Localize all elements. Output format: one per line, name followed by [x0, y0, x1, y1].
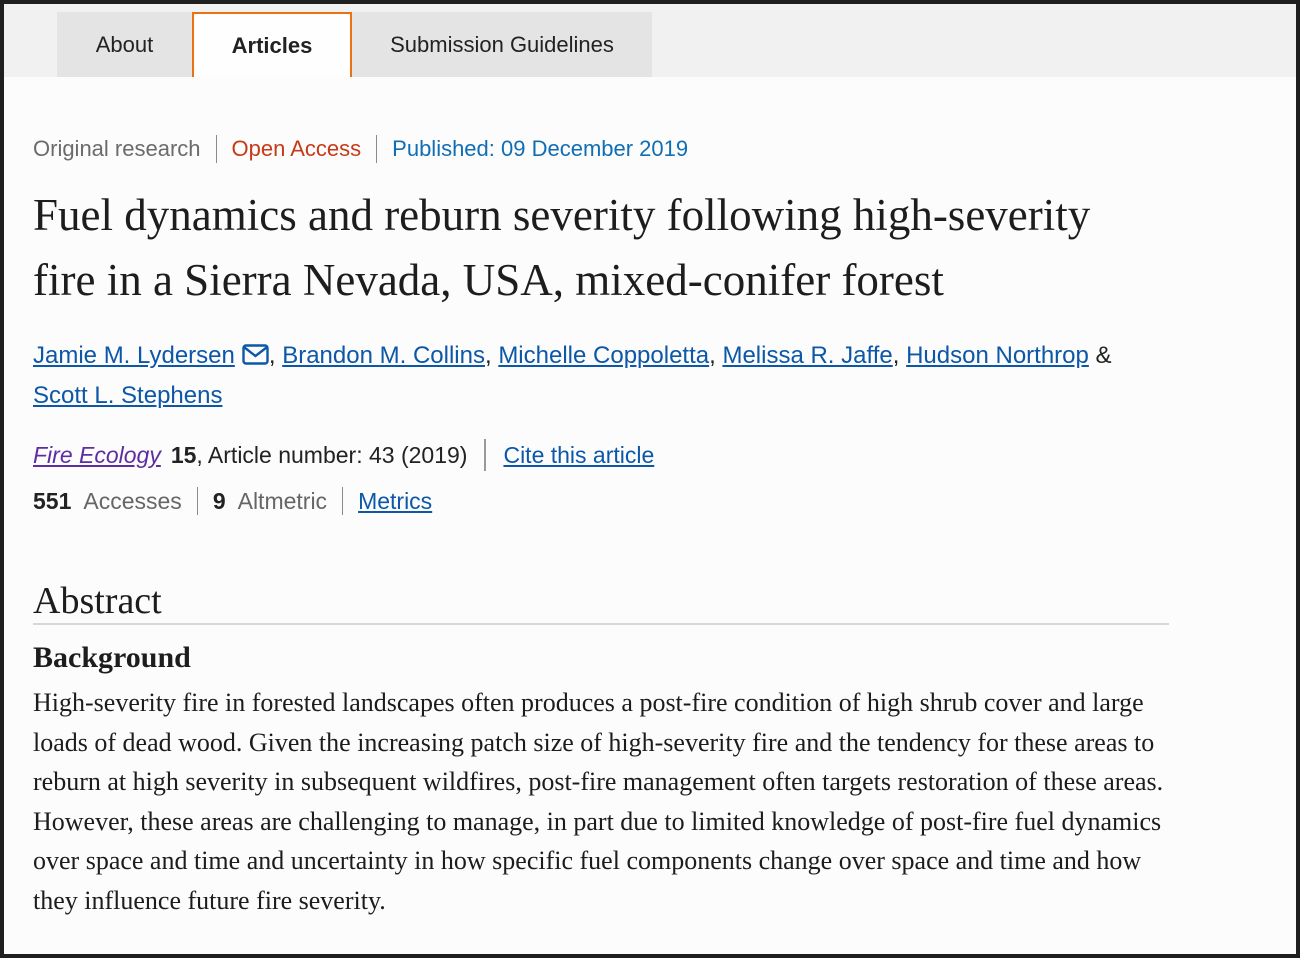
abstract-divider — [33, 623, 1169, 625]
background-heading: Background — [33, 641, 191, 674]
author-link[interactable]: Jamie M. Lydersen — [33, 342, 235, 369]
tab-about[interactable] — [57, 12, 192, 77]
journal-volume: 15 — [170, 441, 197, 468]
metrics-divider — [342, 487, 343, 515]
author-separator: , — [892, 342, 900, 369]
article-number-text: , Article number: 43 (2019) — [196, 441, 468, 468]
article-title: Fuel dynamics and reburn severity following high-severity fire in a Sierra Nevada, USA, mixed-conifer forest — [33, 190, 1091, 305]
tab-articles-label: Articles — [231, 32, 313, 58]
altmetric-label: Altmetric — [237, 487, 328, 514]
tab-submission-guidelines[interactable] — [352, 12, 652, 77]
author-link[interactable]: Melissa R. Jaffe — [722, 342, 893, 369]
meta-divider — [376, 135, 377, 163]
journal-link[interactable]: Fire Ecology — [33, 441, 161, 468]
author-item — [33, 342, 276, 369]
accesses-count: 551 — [33, 487, 72, 514]
author-item — [282, 342, 491, 369]
article-metrics-line — [33, 487, 1169, 515]
cite-this-article-link[interactable]: Cite this article — [503, 441, 655, 468]
author-link[interactable]: Brandon M. Collins — [282, 342, 485, 369]
article-type-label: Original research — [33, 136, 201, 161]
email-envelope-icon[interactable] — [242, 339, 269, 377]
author-item — [906, 342, 1111, 369]
author-item — [33, 382, 222, 409]
tab-bar — [57, 12, 652, 77]
author-link[interactable]: Hudson Northrop — [906, 342, 1089, 369]
open-access-badge: Open Access — [231, 136, 362, 161]
abstract-background-text: High-severity fire in forested landscapes often produces a post-fire condition of high shrub cover and large loads of dead wood. Given the increasing patch size of high-severity fire and the tendency for these areas to reburn at high severity in subsequent wildfires, post-fire management often targets restoration of these areas. However, these areas are challenging to manage, in part due to limited knowledge of post-fire fuel dynamics over space and time and uncertainty in how specific fuel components change over space and time and how they influence future fire severity. — [33, 688, 1164, 915]
author-item — [722, 342, 899, 369]
tab-about-label: About — [95, 31, 154, 57]
article-content — [4, 135, 1296, 920]
metrics-divider — [197, 487, 198, 515]
article-meta-line — [33, 135, 1169, 163]
author-separator: , — [709, 342, 716, 369]
published-date: Published: 09 December 2019 — [392, 136, 689, 161]
journal-tab-strip — [4, 4, 1296, 77]
abstract-heading: Abstract — [33, 580, 162, 622]
author-link[interactable]: Scott L. Stephens — [33, 382, 223, 409]
meta-divider — [216, 135, 217, 163]
citation-divider — [484, 439, 486, 471]
metrics-link[interactable]: Metrics — [358, 487, 433, 514]
author-separator: , — [484, 342, 492, 369]
author-link[interactable]: Michelle Coppoletta — [498, 342, 710, 369]
author-list — [33, 337, 1169, 415]
author-item — [498, 342, 715, 369]
author-separator: , — [268, 342, 276, 369]
author-separator: & — [1088, 342, 1112, 369]
tab-articles[interactable] — [192, 12, 352, 77]
accesses-label: Accesses — [83, 487, 182, 514]
tab-submission-guidelines-label: Submission Guidelines — [390, 31, 614, 57]
journal-citation-line — [33, 439, 1169, 471]
altmetric-count: 9 — [212, 487, 226, 514]
